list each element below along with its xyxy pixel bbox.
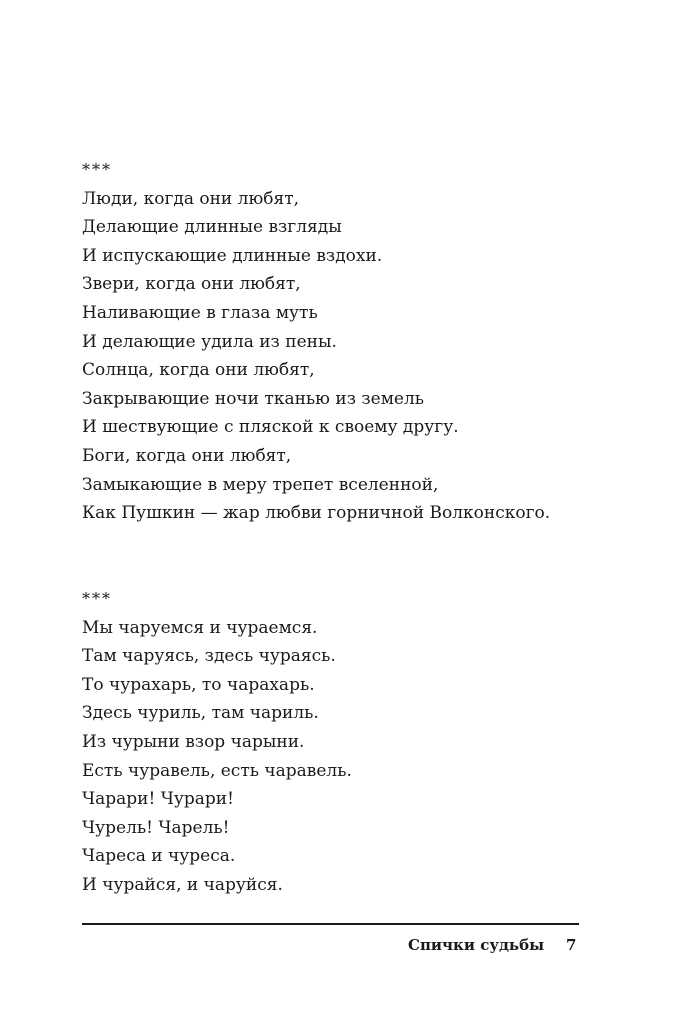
poem-line: Мы чаруемся и чураемся.	[82, 617, 318, 638]
poem-line: Солнца, когда они любят,	[82, 360, 315, 381]
poem-1	[82, 156, 602, 528]
poem-line: Наливающие в глаза муть	[82, 302, 318, 323]
poem-line: Чареса и чуреса.	[82, 846, 236, 867]
poem-line: Чурель! Чарель!	[82, 817, 230, 838]
poem-line: Люди, когда они любят,	[82, 188, 300, 209]
poem-line: Там чаруясь, здесь чураясь.	[82, 646, 336, 667]
poem-line: Чарари! Чурари!	[82, 789, 234, 810]
running-footer-title: Спички судьбы	[408, 936, 545, 954]
poem-line: Замыкающие в меру трепет вселенной,	[82, 474, 439, 495]
poem-line: Из чурыни взор чарыни.	[82, 731, 305, 752]
poem-separator: ***	[82, 589, 112, 608]
poem-line: И делающие удила из пены.	[82, 331, 337, 352]
poem-separator: ***	[82, 160, 112, 179]
poem-line: Здесь чуриль, там чариль.	[82, 703, 319, 724]
poem-line: Есть чуравель, есть чаравель.	[82, 760, 352, 781]
page-number: 7	[566, 936, 577, 954]
poem-line: Звери, когда они любят,	[82, 274, 301, 295]
poem-2	[82, 585, 602, 900]
poem-line: Делающие длинные взгляды	[82, 217, 342, 238]
poem-line: И шествующие с пляской к своему другу.	[82, 417, 459, 438]
poem-line: Боги, когда они любят,	[82, 445, 292, 466]
poem-line: То чурахарь, то чарахарь.	[82, 674, 315, 695]
poem-line: Как Пушкин — жар любви горничной Волконского.	[82, 503, 551, 524]
footer-divider	[82, 923, 579, 925]
poem-line: Закрывающие ночи тканью из земель	[82, 388, 425, 409]
poem-line: И чурайся, и чаруйся.	[82, 874, 283, 895]
poem-line: И испускающие длинные вздохи.	[82, 245, 383, 266]
